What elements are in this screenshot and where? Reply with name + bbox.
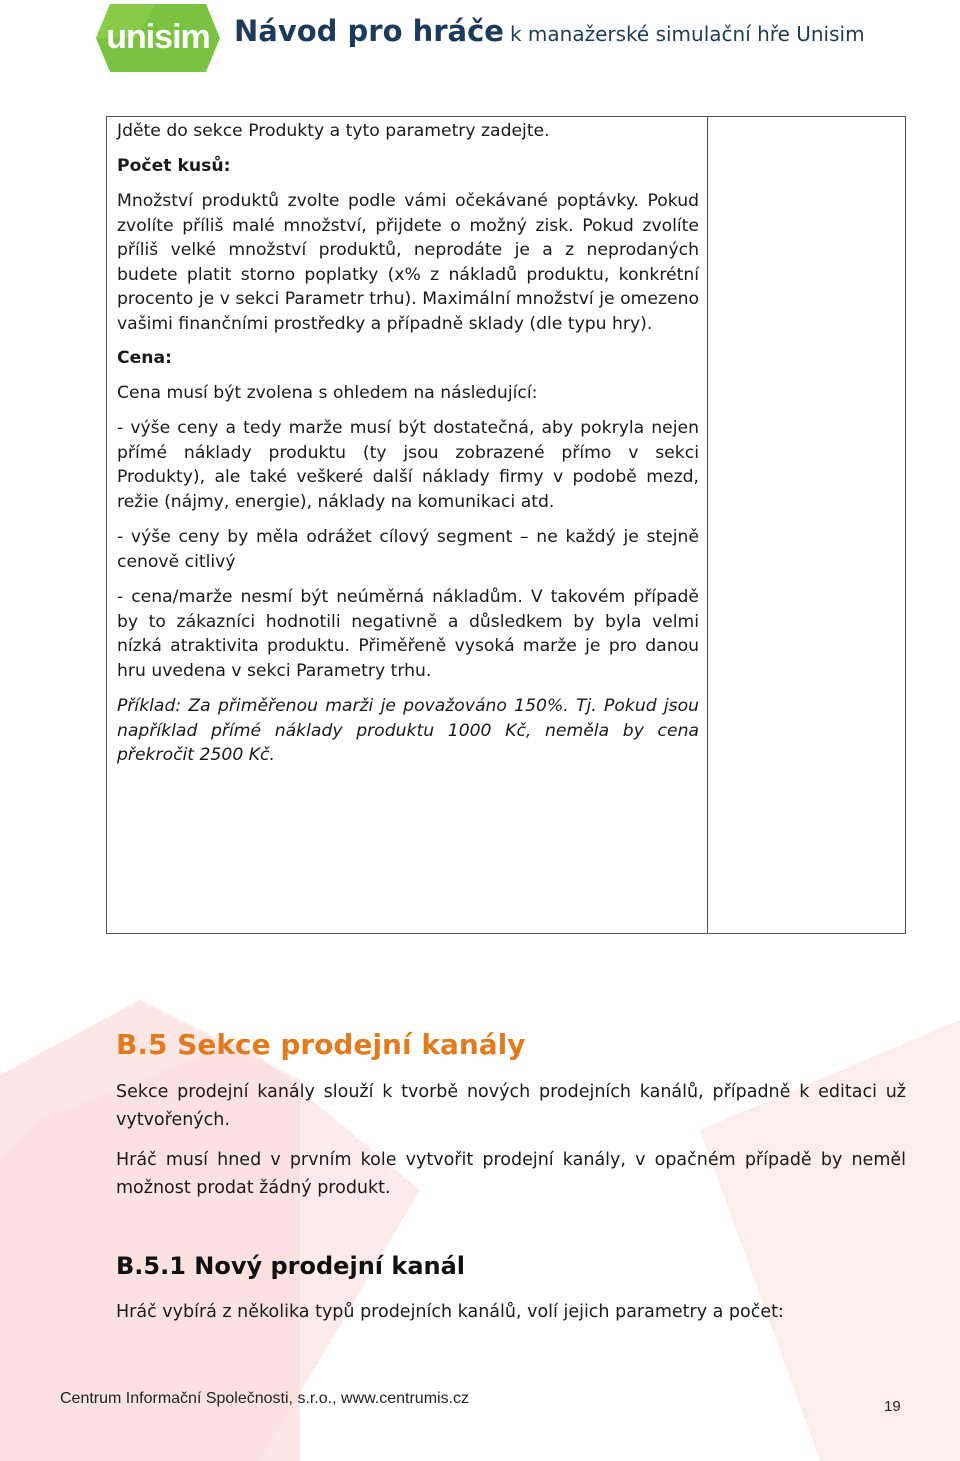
footer-company: Centrum Informační Společnosti, s.r.o., www.centrumis.cz bbox=[60, 1390, 470, 1407]
table-column-divider bbox=[707, 117, 708, 933]
price-point-3: - cena/marže nesmí být neúměrná nákladům. V takovém případě by to zákazníci hodnotili negativně a důsledkem by byla velmi nízká atraktivita produktu. Přiměřeně vysoká marže je pro danou hru uvedena v sekci Parametry trhu. bbox=[117, 587, 699, 681]
count-text: Množství produktů zvolte podle vámi očekávané poptávky. Pokud zvolíte příliš malé množství, přijdete o možný zisk. Pokud zvolíte příliš velké množství produktů, neprodáte je a z neprodaných budete platit storno poplatky (x% z nákladů produktu, konkrétní procento je v sekci Parametr trhu). Maximální množství je omezeno vašimi finančními prostředky a případně sklady (dle typu hry). bbox=[117, 191, 699, 334]
section-heading: B.5 Sekce prodejní kanály bbox=[116, 1028, 526, 1061]
unisim-logo bbox=[96, 4, 220, 72]
count-heading: Počet kusů: bbox=[117, 155, 231, 176]
header-title-sub: k manažerské simulační hře Unisim bbox=[509, 22, 865, 46]
subsection-paragraph: Hráč vybírá z několika typů prodejních kanálů, volí jejich parametry a počet: bbox=[116, 1302, 784, 1322]
price-point-2: - výše ceny by měla odrážet cílový segment – ne každý je stejně cenově citlivý bbox=[117, 527, 699, 572]
section-paragraph-2: Hráč musí hned v prvním kole vytvořit prodejní kanály, v opačném případě by neměl možnost prodat žádný produkt. bbox=[116, 1150, 906, 1198]
table-intro: Jděte do sekce Produkty a tyto parametry zadejte. bbox=[117, 121, 550, 141]
section-paragraph-1: Sekce prodejní kanály slouží k tvorbě nových prodejních kanálů, případně k editaci už vytvořených. bbox=[116, 1082, 906, 1130]
content-table bbox=[106, 116, 906, 934]
logo-text: unisim bbox=[106, 18, 210, 56]
header-title-main: Návod pro hráče bbox=[234, 14, 504, 48]
subsection-heading: B.5.1 Nový prodejní kanál bbox=[116, 1252, 466, 1280]
page-number: 19 bbox=[884, 1398, 901, 1415]
price-point-1: - výše ceny a tedy marže musí být dostatečná, aby pokryla nejen přímé náklady produktu (ty jsou zobrazené přímo v sekci Produkty), ale také veškeré další náklady firmy v podobě mezd, režie (nájmy, energie), náklady na komunikaci atd. bbox=[117, 418, 699, 512]
price-heading: Cena: bbox=[117, 348, 172, 368]
price-intro: Cena musí být zvolena s ohledem na následující: bbox=[117, 382, 538, 403]
page-header-title bbox=[234, 14, 865, 48]
price-example: Příklad: Za přiměřenou marži je považováno 150%. Tj. Pokud jsou například přímé náklady produktu 1000 Kč, neměla by cena překročit 2500 Kč. bbox=[117, 696, 699, 765]
table-cell-left bbox=[117, 117, 699, 768]
